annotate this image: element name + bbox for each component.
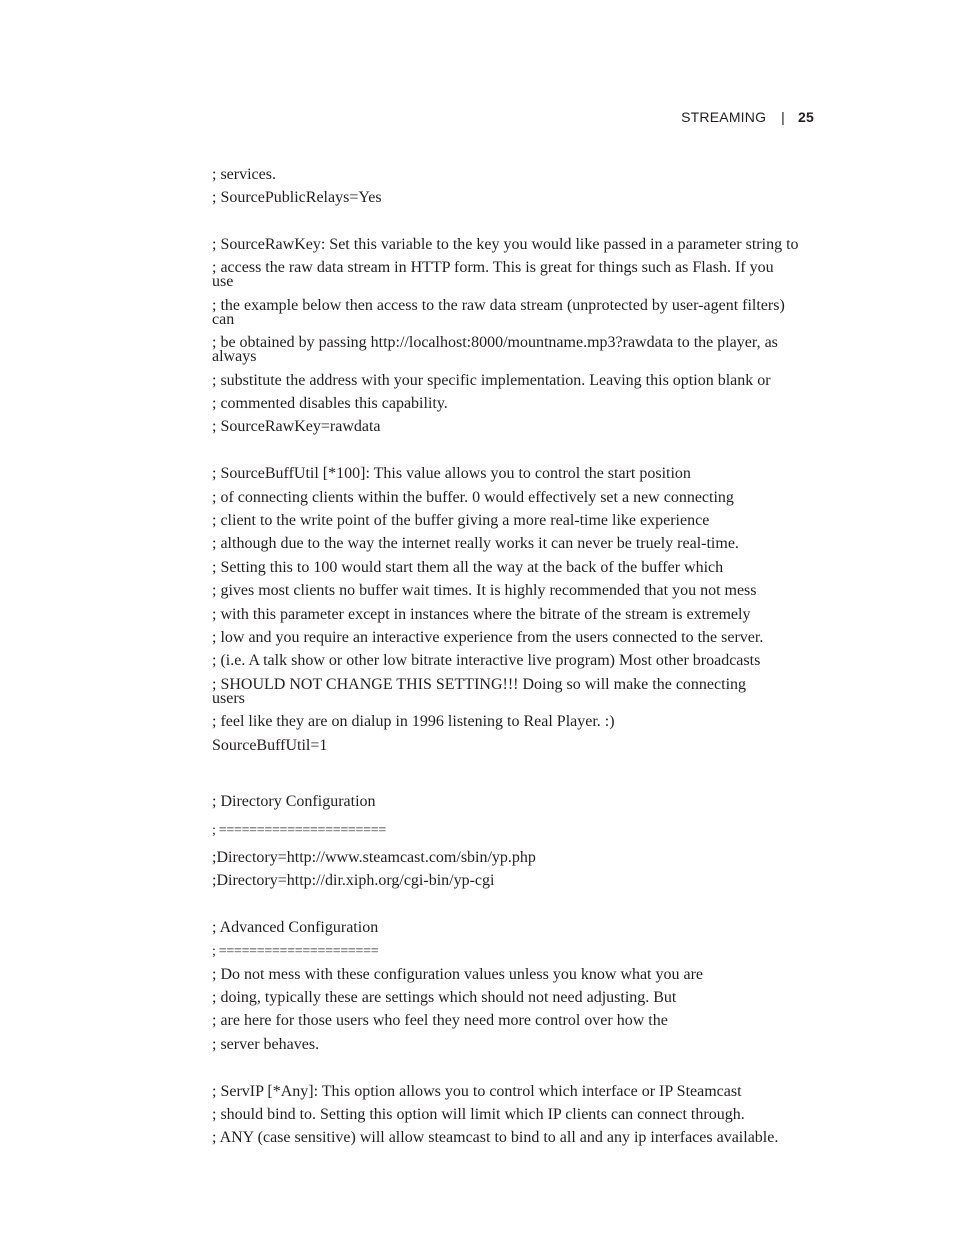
section-heading: ; Directory Configuration [212,793,376,810]
text-line-continuation: always [212,348,257,365]
text-line: ; with this parameter except in instances where the bitrate of the stream is extremely [212,606,751,623]
text-line-continuation: users [212,690,245,707]
section-heading: ; Advanced Configuration [212,919,379,936]
text-line-part: ; the example below then access to the raw data stream (unprotected by user-agent filters) [212,297,785,314]
heading-rule-text: ; ===================== [212,944,379,959]
text-line-continuation: use [212,273,234,290]
text-line: ; Setting this to 100 would start them all the way at the back of the buffer which [212,559,724,576]
text-line: ; SourceBuffUtil [*100]: This value allows you to control the start position [212,465,691,482]
text-line: ; services. [212,166,276,183]
text-line: ; client to the write point of the buffer giving a more real-time like experience [212,512,710,529]
text-line-wrapped [212,299,812,327]
heading-rule-text: ; ====================== [212,823,386,838]
text-line: ; substitute the address with your specific implementation. Leaving this option blank or [212,372,771,389]
header-separator: | [781,109,786,125]
running-header [681,109,814,125]
text-line: SourceBuffUtil=1 [212,737,328,754]
text-line: ; (i.e. A talk show or other low bitrate interactive live program) Most other broadcasts [212,652,761,669]
text-line: ; SourcePublicRelays=Yes [212,189,382,206]
text-line: ; ANY (case sensitive) will allow steamcast to bind to all and any ip interfaces available. [212,1129,779,1146]
text-line-wrapped [212,336,812,364]
text-line-continuation: can [212,311,235,328]
text-line: ; Do not mess with these configuration values unless you know what you are [212,966,704,983]
text-line-part: ; be obtained by passing http://localhost:8000/mountname.mp3?rawdata to the player, as [212,334,778,351]
text-line-wrapped [212,678,812,706]
text-line: ; doing, typically these are settings which should not need adjusting. But [212,989,677,1006]
text-line: ;Directory=http://www.steamcast.com/sbin/yp.php [212,849,536,866]
text-line: ; SourceRawKey: Set this variable to the key you would like passed in a parameter string to [212,236,799,253]
text-line: ;Directory=http://dir.xiph.org/cgi-bin/yp-cgi [212,872,495,889]
section-title: STREAMING [681,109,767,125]
text-line: ; should bind to. Setting this option will limit which IP clients can connect through. [212,1106,745,1123]
text-line: ; gives most clients no buffer wait times. It is highly recommended that you not mess [212,582,757,599]
text-line: ; commented disables this capability. [212,395,448,412]
text-line-part: ; access the raw data stream in HTTP form. This is great for things such as Flash. If you [212,259,774,276]
text-line: ; although due to the way the internet really works it can never be truely real-time. [212,535,739,552]
text-line: ; of connecting clients within the buffer. 0 would effectively set a new connecting [212,489,734,506]
text-line: ; low and you require an interactive experience from the users connected to the server. [212,629,764,646]
text-line-part: ; SHOULD NOT CHANGE THIS SETTING!!! Doing so will make the connecting [212,676,747,693]
page-number: 25 [798,109,814,125]
text-line: ; feel like they are on dialup in 1996 listening to Real Player. :) [212,713,615,730]
text-line: ; SourceRawKey=rawdata [212,418,381,435]
text-line: ; server behaves. [212,1036,320,1053]
text-line: ; are here for those users who feel they need more control over how the [212,1012,668,1029]
text-line-wrapped [212,261,812,289]
text-line: ; ServIP [*Any]: This option allows you to control which interface or IP Steamcast [212,1083,742,1100]
